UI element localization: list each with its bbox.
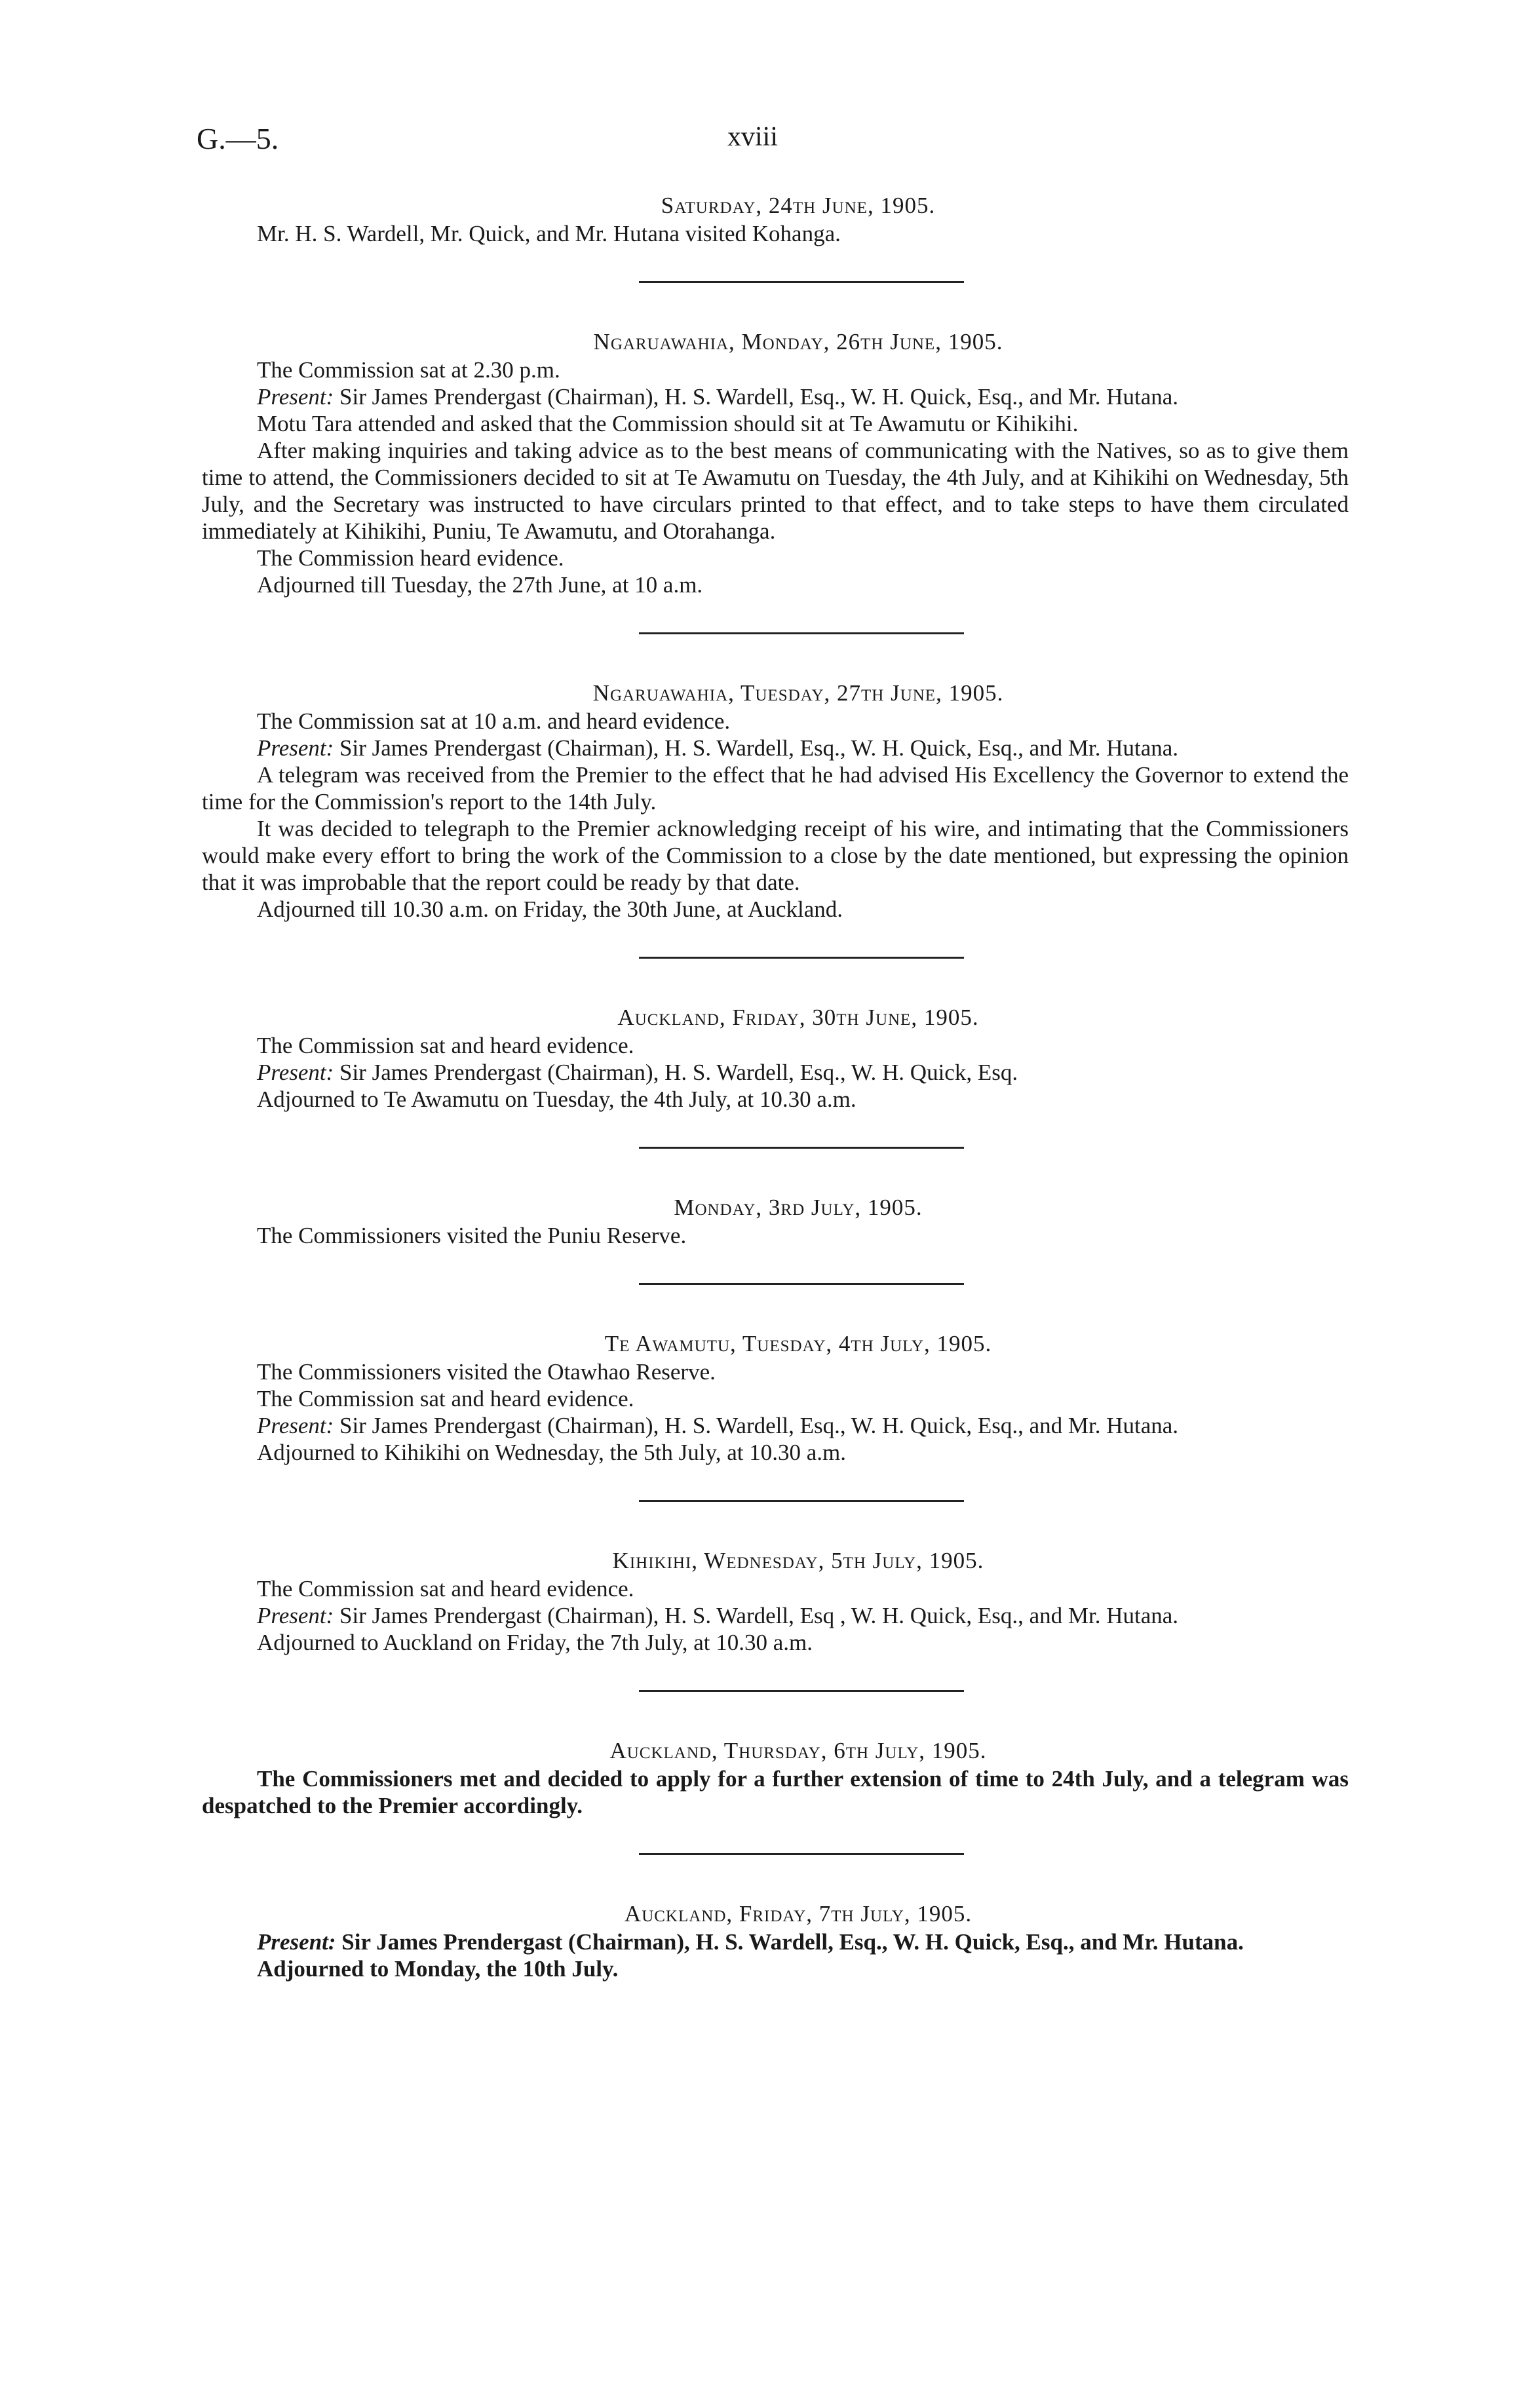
minute-entry	[202, 191, 1349, 247]
paragraph-text: After making inquiries and taking advice as to the best means of communicating with the Natives, so as to give them time to attend, the Commissioners decided to sit at Te Awamutu on Tuesday, the 4th July, and at Kihikihi on Wednesday, 5th July, and the Secretary was instructed to have circulars printed to that effect, and to take steps to have them circulated immediately at Kihikihi, Puniu, Te Awamutu, and Otorahanga.	[202, 438, 1349, 544]
present-label: Present:	[257, 1603, 334, 1628]
minute-entry	[202, 1737, 1349, 1819]
entry-paragraph	[202, 1602, 1349, 1629]
present-label: Present:	[257, 1929, 336, 1955]
minutes-body	[202, 191, 1349, 1982]
entry-paragraph	[202, 815, 1349, 896]
paragraph-text: Sir James Prendergast (Chairman), H. S. Wardell, Esq., W. H. Quick, Esq., and Mr. Hutana.	[334, 735, 1179, 761]
entry-paragraph	[202, 1059, 1349, 1086]
minute-entry	[202, 679, 1349, 923]
entry-paragraph	[202, 1629, 1349, 1656]
paragraph-text: Mr. H. S. Wardell, Mr. Quick, and Mr. Hutana visited Kohanga.	[257, 221, 841, 246]
minute-entry	[202, 328, 1349, 598]
paragraph-text: Adjourned to Monday, the 10th July.	[257, 1956, 619, 1982]
entry-heading: Ngaruawahia, Tuesday, 27th June, 1905.	[592, 680, 1004, 706]
paragraph-text: The Commission sat at 10 a.m. and heard evidence.	[257, 708, 731, 734]
entry-heading: Monday, 3rd July, 1905.	[674, 1195, 923, 1220]
section-divider	[639, 1500, 964, 1502]
entry-paragraph	[202, 383, 1349, 410]
paragraph-text: The Commission sat at 2.30 p.m.	[257, 357, 560, 383]
paragraph-text: Sir James Prendergast (Chairman), H. S. Wardell, Esq., W. H. Quick, Esq.	[334, 1060, 1018, 1085]
entry-heading: Kihikihi, Wednesday, 5th July, 1905.	[612, 1548, 984, 1573]
paragraph-text: The Commission sat and heard evidence.	[257, 1033, 634, 1058]
minute-entry	[202, 1546, 1349, 1656]
paragraph-text: The Commission sat and heard evidence.	[257, 1576, 634, 1602]
page-header	[0, 121, 1540, 161]
paragraph-text: Motu Tara attended and asked that the Commission should sit at Te Awamutu or Kihikihi.	[257, 411, 1079, 436]
entry-paragraph	[202, 708, 1349, 735]
paragraph-text: The Commissioners met and decided to apply for a further extension of time to 24th July, and a telegram was despatched to the Premier accordingly.	[202, 1766, 1349, 1818]
paragraph-text: Sir James Prendergast (Chairman), H. S. Wardell, Esq , W. H. Quick, Esq., and Mr. Hutana.	[334, 1603, 1179, 1628]
paragraph-text: Sir James Prendergast (Chairman), H. S. Wardell, Esq., W. H. Quick, Esq., and Mr. Hutana.	[334, 1413, 1179, 1438]
paragraph-text: Adjourned till Tuesday, the 27th June, at 10 a.m.	[257, 572, 703, 598]
section-divider	[639, 1283, 964, 1285]
entry-paragraph	[202, 896, 1349, 923]
entry-paragraph	[202, 1222, 1349, 1249]
paragraph-text: The Commissioners visited the Otawhao Reserve.	[257, 1359, 716, 1385]
entry-paragraph	[202, 1086, 1349, 1113]
sheet-id: G.—5.	[197, 122, 279, 155]
entry-paragraph	[202, 1955, 1349, 1982]
page-number: xviii	[727, 122, 779, 152]
entry-heading: Auckland, Thursday, 6th July, 1905.	[609, 1738, 987, 1763]
entry-paragraph	[202, 356, 1349, 383]
minute-entry	[202, 1900, 1349, 1982]
entry-paragraph	[202, 1358, 1349, 1385]
paragraph-text: Sir James Prendergast (Chairman), H. S. Wardell, Esq., W. H. Quick, Esq., and Mr. Hutana.	[336, 1929, 1244, 1955]
minute-entry	[202, 1330, 1349, 1466]
section-divider	[639, 281, 964, 283]
section-divider	[639, 1690, 964, 1692]
present-label: Present:	[257, 1413, 334, 1438]
entry-heading: Saturday, 24th June, 1905.	[661, 193, 936, 218]
paragraph-text: A telegram was received from the Premier to the effect that he had advised His Excellency the Governor to extend the time for the Commission's report to the 14th July.	[202, 762, 1349, 815]
present-label: Present:	[257, 1060, 334, 1085]
paragraph-text: The Commission heard evidence.	[257, 545, 564, 571]
entry-paragraph	[202, 1765, 1349, 1819]
section-divider	[639, 1147, 964, 1149]
paragraph-text: The Commissioners visited the Puniu Reserve.	[257, 1223, 687, 1248]
entry-paragraph	[202, 571, 1349, 598]
entry-paragraph	[202, 1385, 1349, 1412]
paragraph-text: Adjourned to Auckland on Friday, the 7th July, at 10.30 a.m.	[257, 1630, 813, 1655]
section-divider	[639, 1853, 964, 1855]
entry-paragraph	[202, 545, 1349, 571]
section-divider	[639, 632, 964, 634]
present-label: Present:	[257, 735, 334, 761]
entry-paragraph	[202, 410, 1349, 437]
entry-paragraph	[202, 1412, 1349, 1439]
entry-paragraph	[202, 220, 1349, 247]
paragraph-text: Adjourned to Te Awamutu on Tuesday, the 4th July, at 10.30 a.m.	[257, 1086, 857, 1112]
minute-entry	[202, 1193, 1349, 1249]
entry-paragraph	[202, 1929, 1349, 1955]
paragraph-text: Sir James Prendergast (Chairman), H. S. Wardell, Esq., W. H. Quick, Esq., and Mr. Hutana.	[334, 384, 1179, 410]
paragraph-text: Adjourned to Kihikihi on Wednesday, the 5th July, at 10.30 a.m.	[257, 1440, 846, 1465]
section-divider	[639, 957, 964, 959]
minute-entry	[202, 1003, 1349, 1113]
entry-paragraph	[202, 1032, 1349, 1059]
entry-heading: Te Awamutu, Tuesday, 4th July, 1905.	[604, 1331, 992, 1356]
entry-paragraph	[202, 735, 1349, 761]
paragraph-text: It was decided to telegraph to the Premier acknowledging receipt of his wire, and intimating that the Commissioners would make every effort to bring the work of the Commission to a close by the date mentioned, but expressing the opinion that it was improbable that the report could be ready by that date.	[202, 816, 1349, 895]
entry-heading: Auckland, Friday, 30th June, 1905.	[617, 1005, 979, 1030]
paragraph-text: Adjourned till 10.30 a.m. on Friday, the 30th June, at Auckland.	[257, 896, 843, 922]
paragraph-text: The Commission sat and heard evidence.	[257, 1386, 634, 1411]
entry-paragraph	[202, 761, 1349, 815]
entry-paragraph	[202, 437, 1349, 545]
present-label: Present:	[257, 384, 334, 410]
entry-paragraph	[202, 1575, 1349, 1602]
entry-paragraph	[202, 1439, 1349, 1466]
entry-heading: Ngaruawahia, Monday, 26th June, 1905.	[593, 329, 1003, 355]
entry-heading: Auckland, Friday, 7th July, 1905.	[624, 1901, 972, 1927]
